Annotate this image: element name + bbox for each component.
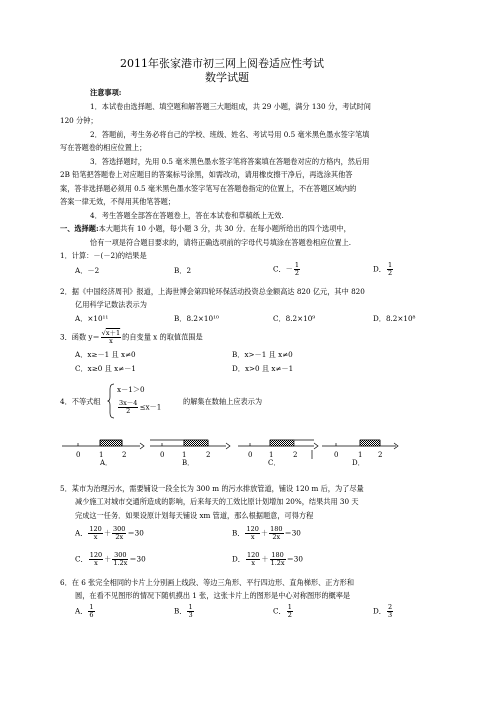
q4-stem-post: 的解集在数轴上应表示为: [183, 397, 263, 406]
option-label-b: B．: [182, 459, 195, 467]
tick-label: 2: [122, 451, 127, 459]
option-label-c: C．: [268, 459, 281, 467]
number-line-a: [62, 440, 144, 467]
q1-option-c: C．－ $\frac{1}{2}$: [273, 261, 300, 277]
q2-option-a: A．×10¹¹: [75, 314, 109, 323]
tick-label: 2: [378, 451, 383, 459]
notice-heading: 注意事项:: [90, 88, 122, 97]
q3-option-b: B．x>－1 且 x≠0: [232, 350, 293, 359]
tick-label: 0: [248, 451, 253, 459]
q5-option-b: B． $\frac{120}{x}$ ＋ $\frac{180}{2x}$ ＝30: [232, 525, 301, 541]
q1-stem: 1．计算：－(－2)的结果是: [60, 251, 147, 260]
option-label-d: D．: [352, 459, 365, 467]
q6-option-b: B． $\frac{1}{3}$: [174, 603, 193, 619]
q2-option-b: B．8.2×10¹⁰: [174, 314, 219, 323]
q5-option-a: A． $\frac{120}{x}$ ＋ $\frac{300}{2x}$ ＝30: [75, 525, 144, 541]
tick-label: 2: [206, 451, 211, 459]
exam-title: 2011年张家港市初三网上阅卷适应性考试: [120, 57, 324, 70]
notice-line: 120 分钟；: [60, 116, 98, 125]
number-line-b: [150, 440, 230, 467]
q6-stem: 圆，在看不见图形的情况下随机摸出 1 张，这张卡片上的图形是中心对称图形的概率是: [75, 591, 351, 600]
q2-option-d: D．8.2×10⁸: [373, 314, 416, 323]
q2-stem: 2．据《中国经济周刊》报道，上海世博会第四轮环保活动投资总金额高达 820 亿元，其中 820: [60, 287, 365, 296]
tick-label: 1: [182, 451, 187, 459]
q4-system-line2: $\frac{3x-4}{2}$ ≤x－1: [119, 399, 162, 415]
exam-subject: 数学试题: [205, 71, 249, 84]
q1-option-a: A．－2: [75, 266, 100, 275]
section-desc: 恰有一项是符合题目要求的，请将正确选项前的字母代号填涂在答题卷相应位置上.: [90, 238, 352, 247]
q5-option-d: D． $\frac{120}{x}$ ＋ $\frac{180}{1.2x}$ ＝30: [232, 551, 303, 567]
q6-option-d: D． $\frac{2}{3}$: [373, 603, 393, 619]
q2-option-c: C．8.2×10⁹: [273, 314, 316, 323]
q6-stem: 6．在 6 张完全相同的卡片上分别画上线段、等边三角形、平行四边形、直角梯形、正方形和: [60, 578, 355, 587]
q3-stem: 3．函数 y＝ $\frac{√x+1}{x}$ 的自变量 x 的取值范围是: [60, 329, 203, 345]
notice-line: 4．考生答题全部答在答题卷上，答在本试卷和草稿纸上无效.: [90, 211, 284, 220]
notice-line: 写在答题卷的相应位置上；: [60, 143, 147, 152]
q5-option-c: C． $\frac{120}{x}$ ＋ $\frac{300}{1.2x}$ ＝30: [75, 551, 146, 567]
tick-label: 0: [334, 451, 339, 459]
tick-label: 1: [99, 451, 104, 459]
number-line-c: [238, 440, 318, 467]
q6-option-a: A． $\frac{1}{6}$: [75, 603, 94, 619]
q5-stem: 5．某市为治理污水，需要铺设一段全长为 300 m 的污水排放管道，铺设 120 m 后，为了尽量: [60, 484, 364, 493]
q3-option-c: C．x≥0 且 x≠－1: [75, 364, 136, 373]
tick-label: 1: [269, 451, 274, 459]
tick-label: 1: [358, 451, 363, 459]
q6-option-c: C． $\frac{1}{2}$: [273, 603, 292, 619]
q3-option-d: D．x>0 且 x≠－1: [232, 364, 294, 373]
q5-stem: 减少施工对城市交通所造成的影响，后来每天的工效比原计划增加 20%，结果共用 30 天: [75, 497, 359, 506]
q4-brace: [107, 383, 117, 419]
q4-number-lines: [60, 428, 400, 476]
tick-label: 2: [293, 451, 298, 459]
notice-line: 2．答题前，考生务必将自己的学校、班级、姓名、考试号用 0.5 毫米黑色墨水签字笔填: [90, 130, 370, 139]
notice-line: 答案一律无效，不得用其他笔答题；: [60, 197, 176, 206]
tick-label: 0: [76, 451, 81, 459]
q1-option-b: B．2: [174, 266, 192, 275]
option-label-a: A．: [100, 459, 113, 467]
notice-line: 2B 铅笔把答题卷上对应题目的答案标号涂黑，如需改动，请用橡皮擦干净后，再选涂其他答: [60, 170, 353, 179]
q2-stem: 亿用科学记数法表示为: [75, 300, 147, 309]
q5-stem: 完成这一任务．如果设原计划每天铺设 xm 管道，那么根据题意，可得方程: [75, 511, 314, 520]
tick-label: 0: [160, 451, 165, 459]
q4-system-line1: x－1＞0: [117, 385, 145, 394]
notice-line: 3．答选择题时，先用 0.5 毫米黑色墨水签字笔将答案填在答题卷对应的方格内，然后用: [90, 157, 370, 166]
q1-option-d: D． $\frac{1}{2}$: [373, 261, 393, 277]
q3-option-a: A．x≥－1 且 x≠0: [75, 350, 136, 359]
section-heading: 一、选择题:本大题共有 10 小题，每小题 3 分，共 30 分．在每小题所给出的四个选项中，: [60, 224, 351, 233]
q4-stem-pre: 4．不等式组: [60, 397, 101, 406]
notice-line: 案，答非选择题必须用 0.5 毫米黑色墨水签字笔写在答题卷指定的位置上，不在答题区域内的: [60, 184, 357, 193]
notice-line: 1．本试卷由选择题、填空题和解答题三大题组成，共 29 小题，满分 130 分，考试时间: [90, 102, 371, 111]
number-line-d: [322, 440, 398, 467]
